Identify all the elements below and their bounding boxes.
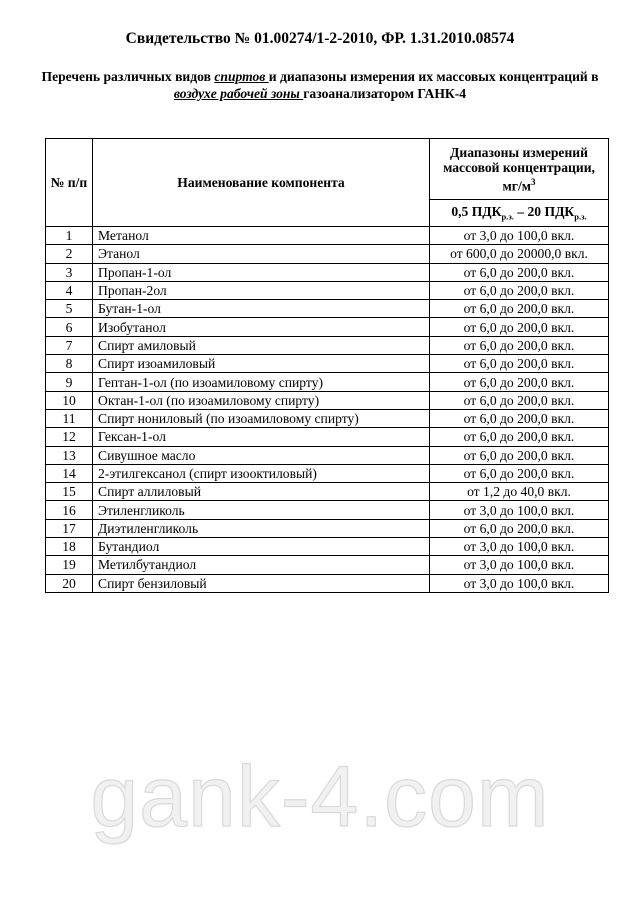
row-number: 4 (46, 281, 93, 299)
table-row (46, 519, 609, 537)
row-number: 11 (46, 409, 93, 427)
row-number: 6 (46, 318, 93, 336)
measurement-range: от 6,0 до 200,0 вкл. (430, 464, 609, 482)
table-row (46, 281, 609, 299)
table-row (46, 501, 609, 519)
measurement-range: от 3,0 до 100,0 вкл. (430, 574, 609, 592)
subtitle-emphasis-workzone: воздухе рабочей зоны (173, 86, 304, 101)
measurement-range: от 600,0 до 20000,0 вкл. (430, 245, 609, 263)
component-name: Спирт амиловый (93, 336, 430, 354)
subtitle-emphasis-alcohols: спиртов (214, 69, 269, 84)
row-number: 5 (46, 300, 93, 318)
row-number: 20 (46, 574, 93, 592)
row-number: 12 (46, 428, 93, 446)
measurement-range: от 6,0 до 200,0 вкл. (430, 409, 609, 427)
measurement-range: от 6,0 до 200,0 вкл. (430, 355, 609, 373)
component-name: Пропан-2ол (93, 281, 430, 299)
table-row (46, 556, 609, 574)
subtitle-part: газоанализатором ГАНК-4 (303, 86, 467, 101)
component-name: Этиленгликоль (93, 501, 430, 519)
document-subtitle (40, 68, 600, 102)
row-number: 8 (46, 355, 93, 373)
row-number: 18 (46, 538, 93, 556)
table-row (46, 446, 609, 464)
header-range-label: Диапазоны измерений массовой концентрации, мг/м (443, 144, 595, 194)
row-number: 17 (46, 519, 93, 537)
table-row (46, 391, 609, 409)
header-range-limits (430, 200, 609, 227)
component-name: Бутан-1-ол (93, 300, 430, 318)
measurement-range: от 3,0 до 100,0 вкл. (430, 227, 609, 245)
table-row (46, 483, 609, 501)
measurement-range: от 6,0 до 200,0 вкл. (430, 263, 609, 281)
table-row (46, 538, 609, 556)
watermark: gank-4.com (90, 749, 550, 845)
measurement-range: от 6,0 до 200,0 вкл. (430, 336, 609, 354)
row-number: 2 (46, 245, 93, 263)
table-row (46, 263, 609, 281)
measurement-range: от 6,0 до 200,0 вкл. (430, 373, 609, 391)
row-number: 7 (46, 336, 93, 354)
table-row (46, 574, 609, 592)
row-number: 9 (46, 373, 93, 391)
measurement-range: от 6,0 до 200,0 вкл. (430, 318, 609, 336)
row-number: 13 (46, 446, 93, 464)
measurement-range: от 6,0 до 200,0 вкл. (430, 519, 609, 537)
component-name: Октан-1-ол (по изоамиловому спирту) (93, 391, 430, 409)
table-row (46, 464, 609, 482)
row-number: 16 (46, 501, 93, 519)
component-name: Спирт бензиловый (93, 574, 430, 592)
subtitle-part: Перечень различных видов (41, 69, 215, 84)
measurement-range: от 1,2 до 40,0 вкл. (430, 483, 609, 501)
component-name: Спирт нониловый (по изоамиловому спирту) (93, 409, 430, 427)
row-number: 19 (46, 556, 93, 574)
component-name: Пропан-1-ол (93, 263, 430, 281)
measurement-range: от 6,0 до 200,0 вкл. (430, 391, 609, 409)
component-name: Спирт изоамиловый (93, 355, 430, 373)
limit-low: 0,5 ПДК (451, 204, 502, 220)
row-number: 14 (46, 464, 93, 482)
table-row (46, 300, 609, 318)
component-name: Метилбутандиол (93, 556, 430, 574)
component-name: Гексан-1-ол (93, 428, 430, 446)
component-name: Этанол (93, 245, 430, 263)
component-name: 2-этилгексанол (спирт изооктиловый) (93, 464, 430, 482)
limit-low-sub: р.з. (501, 211, 514, 222)
table-row (46, 373, 609, 391)
measurement-range: от 6,0 до 200,0 вкл. (430, 428, 609, 446)
measurement-range: от 6,0 до 200,0 вкл. (430, 446, 609, 464)
row-number: 15 (46, 483, 93, 501)
component-name: Диэтиленгликоль (93, 519, 430, 537)
row-number: 10 (46, 391, 93, 409)
measurement-range: от 3,0 до 100,0 вкл. (430, 538, 609, 556)
alcohols-table (45, 138, 609, 593)
table-row (46, 428, 609, 446)
header-range (430, 139, 609, 200)
header-component: Наименование компонента (93, 139, 430, 227)
table-row (46, 409, 609, 427)
component-name: Сивушное масло (93, 446, 430, 464)
row-number: 3 (46, 263, 93, 281)
component-name: Изобутанол (93, 318, 430, 336)
component-name: Бутандиол (93, 538, 430, 556)
component-name: Гептан-1-ол (по изоамиловому спирту) (93, 373, 430, 391)
measurement-range: от 6,0 до 200,0 вкл. (430, 300, 609, 318)
limit-high: – 20 ПДК (513, 204, 575, 220)
row-number: 1 (46, 227, 93, 245)
header-range-sup: 3 (530, 176, 536, 187)
table-row (46, 318, 609, 336)
limit-high-sub: р.з. (574, 211, 587, 222)
measurement-range: от 6,0 до 200,0 вкл. (430, 281, 609, 299)
subtitle-part: и диапазоны измерения их массовых концентраций в (268, 69, 599, 84)
table-row (46, 355, 609, 373)
table-row (46, 245, 609, 263)
certificate-title: Свидетельство № 01.00274/1-2-2010, ФР. 1.31.2010.08574 (125, 30, 515, 47)
component-name: Метанол (93, 227, 430, 245)
table-body (46, 227, 609, 593)
measurement-range: от 3,0 до 100,0 вкл. (430, 501, 609, 519)
measurement-range: от 3,0 до 100,0 вкл. (430, 556, 609, 574)
component-name: Спирт аллиловый (93, 483, 430, 501)
header-number: № п/п (46, 139, 93, 227)
table-row (46, 336, 609, 354)
table-row (46, 227, 609, 245)
